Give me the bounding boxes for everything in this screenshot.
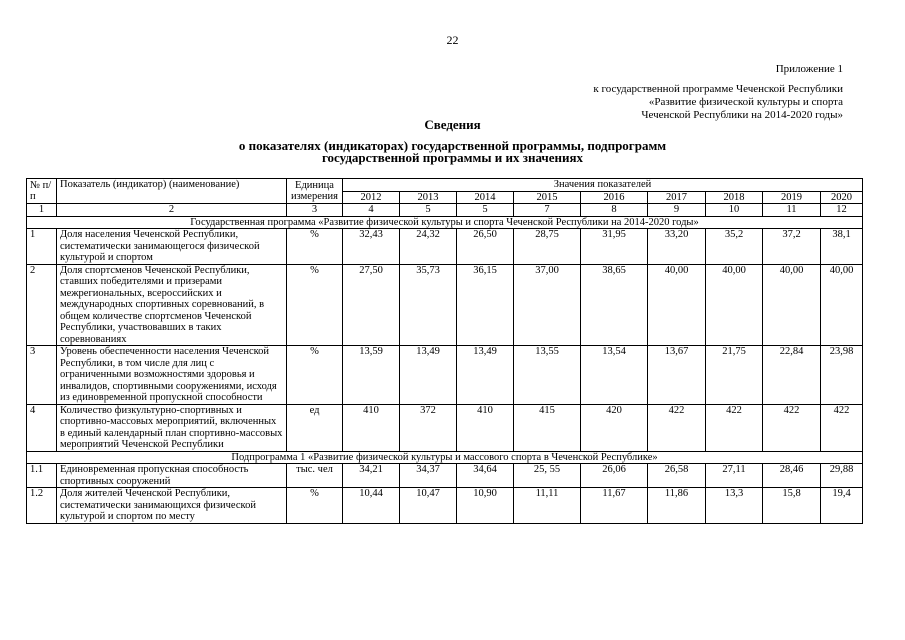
column-number-row <box>27 204 863 217</box>
row-number: 1.2 <box>27 488 57 524</box>
unit-cell: % <box>287 488 343 524</box>
table-row <box>27 488 863 524</box>
value-cell: 40,00 <box>706 264 763 346</box>
header-num: № п/п <box>27 179 57 204</box>
document-subtitle-line-1: о показателях (индикаторах) государственной программы, подпрограмм <box>238 138 667 153</box>
value-cell: 13,3 <box>706 488 763 524</box>
table-row <box>27 346 863 405</box>
year-cell: 2018 <box>706 191 763 204</box>
unit-cell: % <box>287 264 343 346</box>
value-cell: 23,98 <box>821 346 863 405</box>
header-values: Значения показателей <box>343 179 863 192</box>
column-number: 1 <box>27 204 57 217</box>
section-row-state-program <box>27 216 863 229</box>
value-cell: 34,64 <box>457 464 514 488</box>
value-cell: 10,90 <box>457 488 514 524</box>
indicator-name: Уровень обеспеченности населения Чеченской Республики, в том числе для лиц с ограниченными возможностями здоровья и инвалидов, спортивными сооружениями, исходя из единовременной пропускной способности <box>57 346 287 405</box>
value-cell: 11,11 <box>514 488 581 524</box>
page-number: 22 <box>446 33 459 47</box>
year-cell: 2016 <box>581 191 648 204</box>
value-cell: 13,55 <box>514 346 581 405</box>
unit-cell: ед <box>287 404 343 451</box>
unit-cell: % <box>287 229 343 265</box>
table-row <box>27 229 863 265</box>
value-cell: 415 <box>514 404 581 451</box>
value-cell: 29,88 <box>821 464 863 488</box>
year-cell: 2020 <box>821 191 863 204</box>
value-cell: 422 <box>706 404 763 451</box>
value-cell: 13,49 <box>457 346 514 405</box>
subprogram-1-rows <box>27 464 863 524</box>
value-cell: 37,2 <box>763 229 821 265</box>
value-cell: 21,75 <box>706 346 763 405</box>
section-title: Государственная программа «Развитие физической культуры и спорта Чеченской Республики на 2014-2020 годы» <box>27 216 863 229</box>
appendix-caption <box>593 83 843 122</box>
value-cell: 28,75 <box>514 229 581 265</box>
value-cell: 26,06 <box>581 464 648 488</box>
value-cell: 15,8 <box>763 488 821 524</box>
value-cell: 10,44 <box>343 488 400 524</box>
value-cell: 11,86 <box>648 488 706 524</box>
appendix-line-1: к государственной программе Чеченской Республики <box>593 83 843 95</box>
document-subtitle-line-2: государственной программы и их значениях <box>321 150 584 165</box>
value-cell: 410 <box>457 404 514 451</box>
value-cell: 35,2 <box>706 229 763 265</box>
indicator-name: Доля спортсменов Чеченской Республики, ставших победителями и призерами межрегиональных, всероссийских и международных спортивных соревнований, в общем количестве спортсменов Чеченской Республики, участвовавших в таких соревнованиях <box>57 264 287 346</box>
column-number: 9 <box>648 204 706 217</box>
appendix-line-3: Чеченской Республики на 2014-2020 годы» <box>641 109 843 121</box>
value-cell: 10,47 <box>400 488 457 524</box>
row-number: 1 <box>27 229 57 265</box>
column-number: 12 <box>821 204 863 217</box>
value-cell: 13,49 <box>400 346 457 405</box>
column-number: 8 <box>581 204 648 217</box>
appendix-line-2: «Развитие физической культуры и спорта <box>648 96 843 108</box>
value-cell: 11,67 <box>581 488 648 524</box>
column-number: 4 <box>343 204 400 217</box>
value-cell: 19,4 <box>821 488 863 524</box>
section-title: Подпрограмма 1 «Развитие физической культуры и массового спорта в Чеченской Республике» <box>27 451 863 464</box>
year-cell: 2017 <box>648 191 706 204</box>
value-cell: 34,37 <box>400 464 457 488</box>
indicator-name: Единовременная пропускная способность спортивных сооружений <box>57 464 287 488</box>
value-cell: 422 <box>821 404 863 451</box>
value-cell: 33,20 <box>648 229 706 265</box>
table-row <box>27 404 863 451</box>
unit-cell: тыс. чел <box>287 464 343 488</box>
value-cell: 38,1 <box>821 229 863 265</box>
header-unit: Единица измерения <box>287 179 343 204</box>
value-cell: 24,32 <box>400 229 457 265</box>
indicator-name: Доля населения Чеченской Республики, систематически занимающегося физической культурой и спортом <box>57 229 287 265</box>
value-cell: 26,50 <box>457 229 514 265</box>
row-number: 4 <box>27 404 57 451</box>
column-number: 11 <box>763 204 821 217</box>
state-program-rows <box>27 229 863 452</box>
value-cell: 35,73 <box>400 264 457 346</box>
header-row-1 <box>27 179 863 192</box>
header-indicator: Показатель (индикатор) (наименование) <box>57 179 287 204</box>
table-row <box>27 264 863 346</box>
row-number: 1.1 <box>27 464 57 488</box>
value-cell: 40,00 <box>763 264 821 346</box>
row-number: 2 <box>27 264 57 346</box>
value-cell: 31,95 <box>581 229 648 265</box>
year-cell: 2014 <box>457 191 514 204</box>
year-cell: 2012 <box>343 191 400 204</box>
value-cell: 25, 55 <box>514 464 581 488</box>
year-cell: 2019 <box>763 191 821 204</box>
value-cell: 28,46 <box>763 464 821 488</box>
column-number: 2 <box>57 204 287 217</box>
row-number: 3 <box>27 346 57 405</box>
value-cell: 22,84 <box>763 346 821 405</box>
column-number: 7 <box>514 204 581 217</box>
value-cell: 40,00 <box>821 264 863 346</box>
column-number: 3 <box>287 204 343 217</box>
column-number: 10 <box>706 204 763 217</box>
value-cell: 40,00 <box>648 264 706 346</box>
value-cell: 26,58 <box>648 464 706 488</box>
column-number: 5 <box>457 204 514 217</box>
section-row-subprogram-1 <box>27 451 863 464</box>
value-cell: 34,21 <box>343 464 400 488</box>
document-title: Сведения <box>424 117 481 132</box>
year-cell: 2015 <box>514 191 581 204</box>
table-row <box>27 464 863 488</box>
value-cell: 13,54 <box>581 346 648 405</box>
value-cell: 27,50 <box>343 264 400 346</box>
value-cell: 422 <box>763 404 821 451</box>
column-number: 5 <box>400 204 457 217</box>
value-cell: 422 <box>648 404 706 451</box>
value-cell: 372 <box>400 404 457 451</box>
value-cell: 410 <box>343 404 400 451</box>
indicators-table <box>26 178 863 524</box>
value-cell: 13,59 <box>343 346 400 405</box>
value-cell: 36,15 <box>457 264 514 346</box>
unit-cell: % <box>287 346 343 405</box>
value-cell: 420 <box>581 404 648 451</box>
value-cell: 38,65 <box>581 264 648 346</box>
indicator-name: Доля жителей Чеченской Республики, систематически занимающихся физической культурой и спортом по месту <box>57 488 287 524</box>
value-cell: 37,00 <box>514 264 581 346</box>
year-cell: 2013 <box>400 191 457 204</box>
value-cell: 32,43 <box>343 229 400 265</box>
appendix-label: Приложение 1 <box>775 63 843 75</box>
value-cell: 27,11 <box>706 464 763 488</box>
value-cell: 13,67 <box>648 346 706 405</box>
indicator-name: Количество физкультурно-спортивных и спортивно-массовых мероприятий, включенных в единый календарный план спортивно-массовых мероприятий Чеченской Республики <box>57 404 287 451</box>
